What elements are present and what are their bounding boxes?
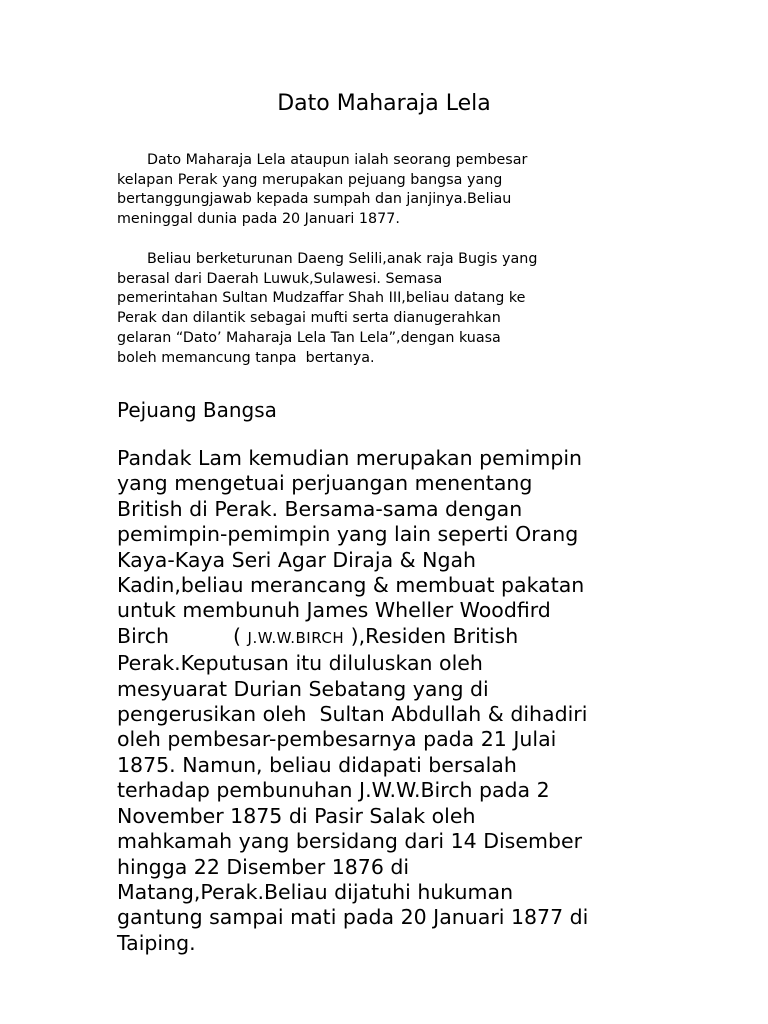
birch-smallcaps: J.W.W.BIRCH (247, 628, 345, 647)
section-heading: Pejuang Bangsa (117, 398, 277, 422)
body-line: Pandak Lam kemudian merupakan pemimpin (117, 446, 583, 470)
birch-pre: Birch (117, 623, 170, 648)
birch-open: ( (233, 623, 248, 648)
body-line: mesyuarat Durian Sebatang yang di (117, 676, 489, 701)
intro-2-line: pemerintahan Sultan Mudzaffar Shah III,beliau datang ke (117, 290, 526, 307)
body-line: Matang,Perak.Beliau dijatuhi hukuman (117, 879, 514, 904)
birch-line (117, 624, 677, 651)
intro-paragraph-2 (117, 250, 637, 368)
body-line: untuk membunuh James Wheller Woodfird (117, 598, 551, 623)
body-line: pengerusikan oleh Sultan Abdullah & dihadiri (117, 702, 588, 727)
intro-2-line: boleh memancung tanpa bertanya. (117, 349, 375, 366)
body-line: Kadin,beliau merancang & membuat pakatan (117, 573, 585, 598)
intro-1-line: bertanggungjawab kepada sumpah dan janjinya.Beliau (117, 191, 512, 208)
body-line: mahkamah yang bersidang dari 14 Disember (117, 829, 582, 854)
intro-2-line: Beliau berketurunan Daeng Selili,anak raja Bugis yang (147, 251, 538, 267)
intro-2-line: Perak dan dilantik sebagai mufti serta dianugerahkan (117, 310, 501, 327)
body-line: gantung sampai mati pada 20 Januari 1877 di (117, 905, 589, 930)
intro-paragraph-1 (117, 151, 637, 230)
body-line: yang mengetuai perjuangan menentang (117, 471, 533, 496)
intro-2-line: berasal dari Daerah Luwuk,Sulawesi. Semasa (117, 270, 443, 287)
body-line: November 1875 di Pasir Salak oleh (117, 803, 476, 828)
body-line: 1875. Namun, beliau didapati bersalah (117, 752, 517, 777)
body-line: hingga 22 Disember 1876 di (117, 854, 410, 879)
document-title: Dato Maharaja Lela (277, 91, 491, 116)
body-line: oleh pembesar-pembesarnya pada 21 Julai (117, 727, 557, 752)
body-line: Perak.Keputusan itu diluluskan oleh (117, 651, 483, 676)
birch-post: ),Residen British (344, 623, 519, 648)
body-line: terhadap pembunuhan J.W.W.Birch pada 2 (117, 778, 550, 803)
body-line: pemimpin-pemimpin yang lain seperti Orang (117, 522, 579, 547)
intro-1-line: Dato Maharaja Lela ataupun ialah seorang pembesar (147, 152, 528, 168)
section-body (117, 446, 677, 956)
body-line: British di Perak. Bersama-sama dengan (117, 496, 523, 521)
body-line: Kaya-Kaya Seri Agar Diraja & Ngah (117, 547, 477, 572)
intro-1-line: meninggal dunia pada 20 Januari 1877. (117, 211, 400, 228)
intro-1-line: kelapan Perak yang merupakan pejuang bangsa yang (117, 171, 503, 188)
body-line: Taiping. (117, 930, 196, 955)
intro-2-line: gelaran “Dato’ Maharaja Lela Tan Lela”,dengan kuasa (117, 329, 501, 346)
